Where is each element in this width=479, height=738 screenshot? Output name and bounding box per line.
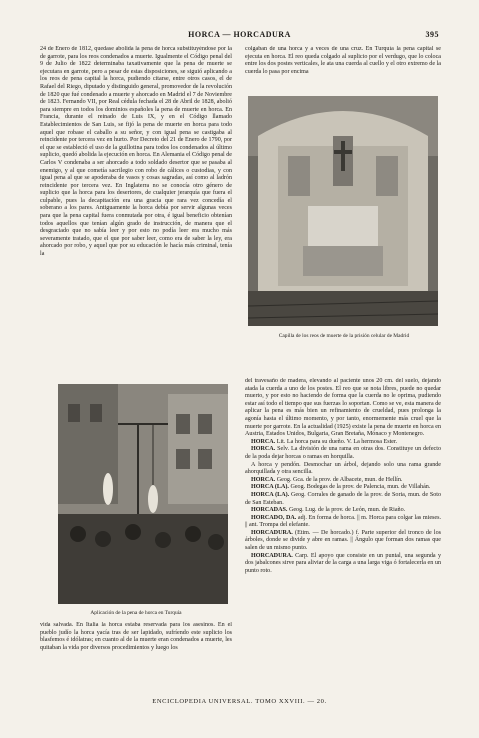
- right-column-continuation: del travesaño de madera, elevando al paciente unos 20 cm. del suelo, dejando atada la cuerda a uno de los postes. El reo que se nota libres, puede no quedar muerto, y por esto no haciendo de forma que la cuerda no le oprima, pudiendo estar así todo el tiempo que sus fuerzas lo soportan. Como se ve, esta manera de aplicar la pena es más bien un refinamiento de crueldad, pues prolonga la agonía hasta el último momento, y por tanto, enormemente más cruel que la muerte por garrote. En la actualidad (1925) existe la pena de muerte en horca en Austria, Estados Unidos, Bulgaria, Gran Bretaña, Mónaco y Montenegro.: [245, 378, 441, 438]
- running-title: HORCA — HORCADURA: [188, 30, 291, 39]
- chapel-photo-image: [248, 96, 438, 326]
- page-footer: ENCICLOPEDIA UNIVERSAL. TOMO XXVIII. — 20.: [152, 698, 327, 705]
- turkey-photo-image: [58, 384, 228, 604]
- turkey-caption: Aplicación de la pena de horca en Turquía: [90, 610, 182, 616]
- dictionary-entry: [245, 553, 441, 576]
- entry-headword: HORCADURA.: [251, 552, 293, 559]
- right-column-text-bottom: [245, 378, 441, 690]
- entry-definition: adj. En forma de horca. || m. Horca para colgar las mieses. || ant. Trompa del elefante.: [245, 514, 441, 529]
- dictionary-entry: [245, 484, 441, 492]
- entry-definition: Geog. Bodegas de la prov. de Palencia, mun. de Villahán.: [290, 484, 431, 491]
- entry-definition: Selv. La división de una rama en otras dos. Constituye un defecto de la poda dejar horcas o ramas en horquilla.: [245, 446, 441, 460]
- page-number: 395: [425, 30, 439, 39]
- entry-definition: A horca y pendón. Desmochar un árbol, dejando solo una rama grande ahorquillada y otra sencilla.: [245, 461, 441, 476]
- entry-headword: HORCA.: [251, 476, 276, 483]
- turkey-illustration: [58, 384, 228, 604]
- dictionary-entry: [245, 515, 441, 530]
- entry-headword: HORCADO, DA.: [251, 514, 297, 521]
- dictionary-entry: [245, 507, 441, 515]
- dictionary-entries: [245, 439, 441, 576]
- entry-headword: HORCADURA.: [251, 529, 293, 536]
- entry-definition: (Etim. — De horcado.) f. Parte superior del tronco de los árboles, donde se divide y abre en ramas. || Ángulo que forman dos ramas que salen de un mismo punto.: [245, 529, 441, 552]
- dictionary-entry: [245, 530, 441, 553]
- left-column-paragraph: 24 de Enero de 1812, quedase abolida la pena de horca substituyéndose por la de garrote, para los reos condenados a muerte. Igualmente el Código penal del 9 de Julio de 1822 determinaba taxativamente que la pena de muerte se ejecutara en garrote, pero a pesar de estas disposiciones, se siguió aplicando a los reos de pena capital la horca, pudiendo citarse, entre otros casos, el de Rafael del Riego, diputado y distinguido general, promovedor de la revolución de 1820 que fué condenado a muerte y ahorcado en Madrid el 7 de Noviembre de 1823. Fernando VII, por Real cédula fechada el 28 de Abril de 1828, abolió para siempre en todos los dominios españoles la pena de muerte en horca. En Francia, durante el reinado de Luis IX, y en el Código llamado Establecimientos de San Luis, se fijó la pena de muerte en horca para todo aquel que robase el caballo a su señor, y con igual pena se castigaba al reincidente por tercera vez en hurto. Por Decreto del 21 de Enero de 1790, por el que se estableció el uso de la guillotina para todos los condenados al último suplicio, quedó abolida la ejecución en horca. En Alemania el Código penal de Carlos V condenaba a ser ahorcado a todo soldado desertor que se pasaba al enemigo, y al que cometía sacrilegio con robo de cálices o custodias, y con igual pena al que se apoderaba de vasos y cosas sagradas, así como al ladrón reincidente por tercera vez. En Inglaterra no se conocía otro género de suplicio que la horca para los desertores, de cualquier jerarquía que fuera el culpable, pues la decapitación era una gracia que rara vez concedía el soberano a los pares. Antiguamente la horca debía por servir algunas veces para que la pena capital fuera conmutada por otra, é igual beneficio obtenían todos aquellos que tenían algún grado de instrucción, de manera que el desgraciado que no sabía leer y por esto no podía leer era mucho más severamente tratado, que el que por saber leer, como era de saber la ley, era ahorcado por robo, y aquel que por su educación le hacía más criminal, tenía la: [40, 46, 232, 258]
- left-column-text-top: [40, 46, 232, 376]
- dictionary-entry: [245, 462, 441, 477]
- chapel-caption: Capilla de los reos de muerte de la prisión celular de Madrid: [278, 333, 410, 339]
- entry-definition: Lit. La horca para su dueño. V. La hermosa Ester.: [276, 438, 398, 445]
- chapel-photograph: [248, 96, 438, 328]
- dictionary-entry: [245, 446, 441, 461]
- right-column-paragraph: colgaban de una horca y a veces de una cruz. En Turquía la pena capital se ejecuta en horca. El reo queda colgado al suplicio por el verdugo, que lo coloca entre los dos postes verticales, le ata una cuerda al cuello y el otro extremo de la cuerda lo pasa por encima: [245, 46, 441, 75]
- entry-definition: Geog. Lug. de la prov. de León, mun. de Riaño.: [288, 507, 406, 514]
- right-column-text-top: [245, 46, 441, 92]
- entry-definition: Geog. Corrales de ganado de la prov. de Soria, mun. de Soto de San Esteban.: [245, 491, 441, 506]
- page-header: [40, 30, 439, 42]
- entry-headword: HORCADAS.: [251, 507, 288, 514]
- entry-headword: HORCA.: [251, 438, 276, 445]
- entry-headword: HORCA (LA).: [251, 484, 289, 491]
- turkey-photograph: [58, 384, 228, 606]
- entry-definition: Geog. Gca. de la prov. de Albacete, mun. de Hellín.: [276, 476, 403, 483]
- dictionary-entry: [245, 492, 441, 507]
- entry-definition: Carp. El apoyo que consiste en un puntal, una segunda y dos jabalcones sirve para aliviar de la carga a una larga viga ó fortalecerla en un punto roto.: [245, 552, 441, 574]
- chapel-illustration: [248, 96, 438, 326]
- left-column-continuation: vida salvada. En Italia la horca estaba reservada para los asesinos. En el pueblo judío la horca yacía tras de ser lapidado, sufríendo este suplicio los blasfemos é idólatras; en cuanto al de la muerte eran condenados a muerte, les quitaban la vida por diversos procedimientos y luego los: [40, 622, 232, 651]
- entry-headword: HORCA (LA).: [251, 491, 290, 498]
- entry-headword: HORCA.: [251, 446, 276, 453]
- left-column-text-bottom: [40, 622, 232, 690]
